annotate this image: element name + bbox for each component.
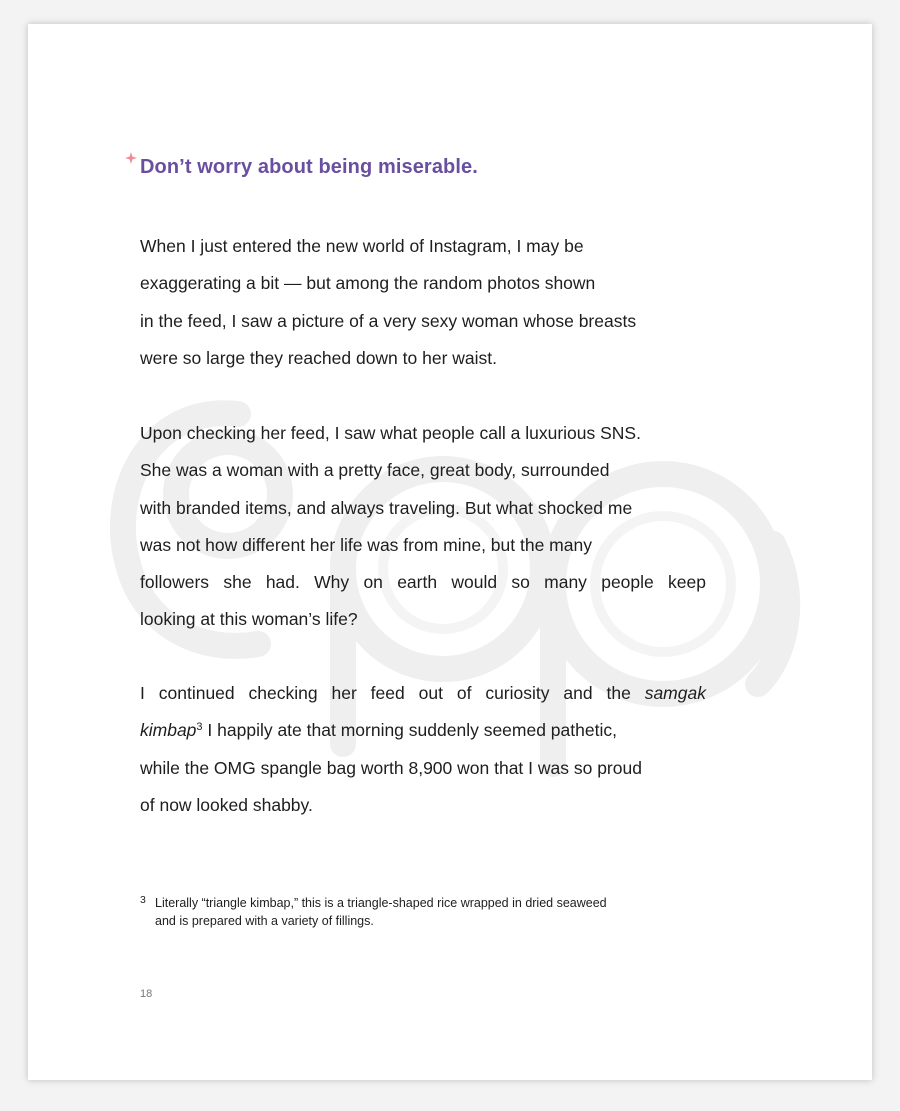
paragraph-line: were so large they reached down to her waist. [140, 347, 497, 368]
paragraph-line: of now looked shabby. [140, 794, 313, 815]
paragraph-text: I happily ate that morning suddenly seemed pathetic, [202, 720, 617, 741]
paragraph-3 [140, 675, 706, 824]
footnote-line: and is prepared with a variety of fillings. [155, 914, 374, 928]
paragraph-line: looking at this woman’s life? [140, 609, 358, 630]
book-page [28, 24, 872, 1080]
paragraph-line: in the feed, I saw a picture of a very sexy woman whose breasts [140, 310, 637, 331]
footnote [140, 894, 700, 930]
sparkle-icon [125, 152, 137, 164]
paragraph-line: was not how different her life was from mine, but the many [140, 534, 592, 555]
paragraph-line: exaggerating a bit — but among the random photos shown [140, 273, 596, 294]
paragraph-2 [140, 415, 706, 639]
section-heading: Don’t worry about being miserable. [140, 156, 478, 178]
paragraph-line: followers she had. Why on earth would so many people keep [140, 572, 706, 593]
italic-term: samgak [644, 683, 706, 703]
paragraph-1 [140, 228, 706, 377]
paragraph-line: She was a woman with a pretty face, great body, surrounded [140, 460, 610, 481]
page-number: 18 [140, 988, 153, 1000]
footnote-number: 3 [140, 894, 146, 906]
paragraph-line [140, 712, 706, 749]
footnote-line: Literally “triangle kimbap,” this is a triangle-shaped rice wrapped in dried seaweed [155, 896, 607, 910]
paragraph-line: When I just entered the new world of Instagram, I may be [140, 236, 584, 256]
italic-term: kimbap [140, 720, 197, 741]
paragraph-line [140, 675, 706, 712]
paragraph-line: Upon checking her feed, I saw what people call a luxurious SNS. [140, 423, 641, 443]
paragraph-line: while the OMG spangle bag worth 8,900 won that I was so proud [140, 757, 642, 778]
footnote-text [155, 894, 700, 930]
paragraph-line: with branded items, and always traveling. But what shocked me [140, 497, 633, 518]
paragraph-text: I continued checking her feed out of curiosity and the [140, 683, 631, 703]
footnote-reference: 3 [196, 721, 203, 734]
